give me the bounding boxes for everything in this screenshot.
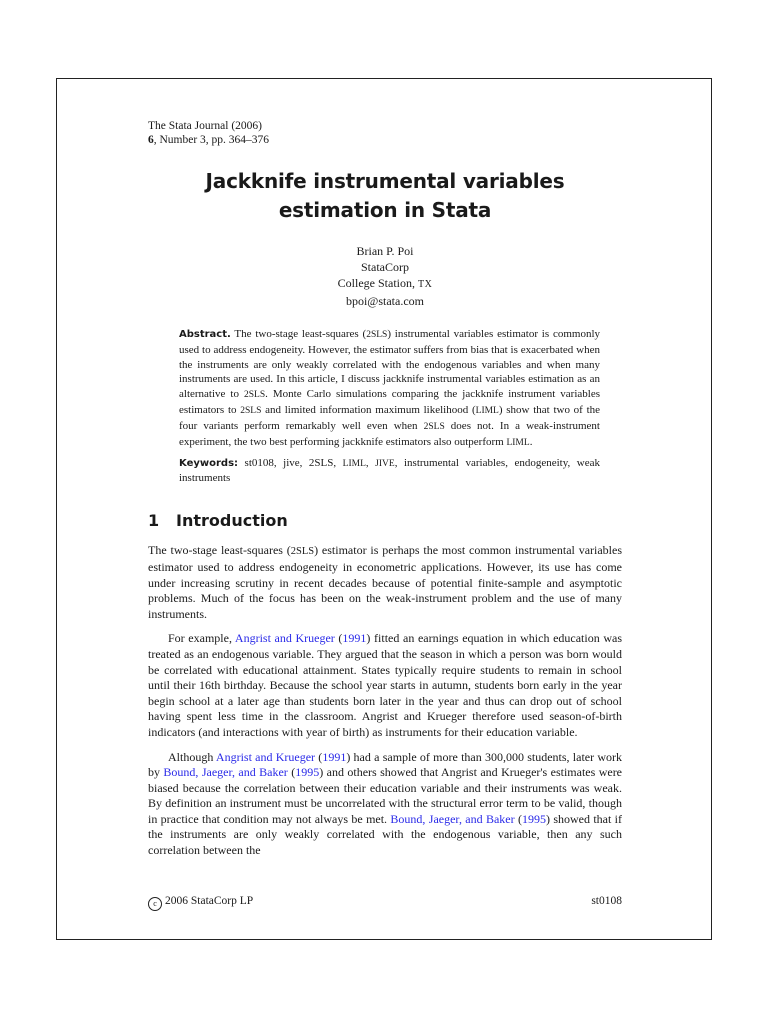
section-number: 1 xyxy=(148,511,160,531)
article-code: st0108 xyxy=(591,895,622,907)
citation-link[interactable]: Bound, Jaeger, and Baker xyxy=(390,811,515,826)
journal-volume: 6 xyxy=(148,134,154,146)
paper-title: Jackknife instrumental variables estimation in Stata xyxy=(205,169,565,222)
citation-year-link[interactable]: 1991 xyxy=(322,749,347,764)
citation-link[interactable]: Bound, Jaeger, and Baker xyxy=(163,765,288,780)
paragraph-1: The two-stage least-squares (2SLS) estimator is perhaps the most common instrumental variables estimator used to address endogeneity in econometric applications. However, its use has come under increasing scrutiny in recent decades because of potential finite-sample and asymptotic problems. Much of the focus has been on the weak-instrument problem and the use of many instruments. xyxy=(148,543,622,621)
page-content xyxy=(148,119,622,859)
author-location xyxy=(148,275,622,293)
author-city: College Station, xyxy=(337,276,415,290)
page-footer xyxy=(148,894,622,911)
keywords-label: Keywords: xyxy=(179,458,239,470)
journal-pages: , Number 3, pp. 364–376 xyxy=(153,134,270,146)
section-title: Introduction xyxy=(176,511,288,531)
section-heading xyxy=(148,511,622,531)
author-org: StataCorp xyxy=(361,260,409,274)
copyright-icon: c xyxy=(148,897,162,911)
copyright-text: 2006 StataCorp LP xyxy=(165,895,254,907)
journal-name: The Stata Journal (2006) xyxy=(148,120,263,132)
author-name: Brian P. Poi xyxy=(356,244,414,258)
journal-header xyxy=(148,119,622,147)
citation-link[interactable]: Angrist and Krueger xyxy=(234,631,335,646)
citation-year-link[interactable]: 1995 xyxy=(521,811,546,826)
author-block xyxy=(148,243,622,309)
citation-year-link[interactable]: 1991 xyxy=(342,631,367,646)
keywords: Keywords: st0108, jive, 2SLS, LIML, JIVE, instrumental variables, endogeneity, weak instruments xyxy=(179,457,600,485)
author-email[interactable]: bpoi@stata.com xyxy=(345,294,425,308)
journal-issue xyxy=(148,133,622,147)
paragraph-3: Although Angrist and Krueger (1991) had a sample of more than 300,000 students, later work by Bound, Jaeger, and Baker (1995) and others showed that Angrist and Krueger's estimates were biased because the correlation between their education variable and their instruments was weak. By definition an instrument must be uncorrelated with the structural error term to be valid, though in practice that condition may not always be met. Bound, Jaeger, and Baker (1995) showed that if the instruments are only weakly correlated with the endogenous variable, then any such correlation between the xyxy=(148,749,623,858)
author-state: TX xyxy=(417,279,433,290)
journal-page xyxy=(56,78,712,940)
paragraph-2: For example, Angrist and Krueger (1991) fitted an earnings equation in which education was treated as an endogenous variable. They argued that the season in which a person was born would be correlated with educational attainment. States typically require students to remain in school until their 16th birthday. Because the school year starts in autumn, students born early in the year begin school at a later age than students born later in the year and thus can drop out of school having spent less time in the classroom. Angrist and Krueger therefore used season-of-birth indicators (and interactions with year of birth) as instruments for their education variable. xyxy=(148,631,623,739)
abstract-label: Abstract. xyxy=(179,329,231,340)
citation-year-link[interactable]: 1995 xyxy=(295,765,320,780)
abstract: Abstract. The two-stage least-squares (2SLS) instrumental variables estimator is commonly used to address endogeneity. However, the estimator suffers from bias that is exacerbated when the instruments are only weakly correlated with the endogenous variables and when many instruments are used. In this article, I discuss jackknife instrumental variables estimation as an alternative to 2SLS. Monte Carlo simulations comparing the jackknife instrument variables estimators to 2SLS and limited information maximum likelihood (LIML) show that two of the four variants perform remarkably well even when 2SLS does not. In a weak-instrument experiment, the two best performing jackknife estimators also outperform LIML. xyxy=(179,328,601,448)
citation-link[interactable]: Angrist and Krueger xyxy=(215,749,316,764)
